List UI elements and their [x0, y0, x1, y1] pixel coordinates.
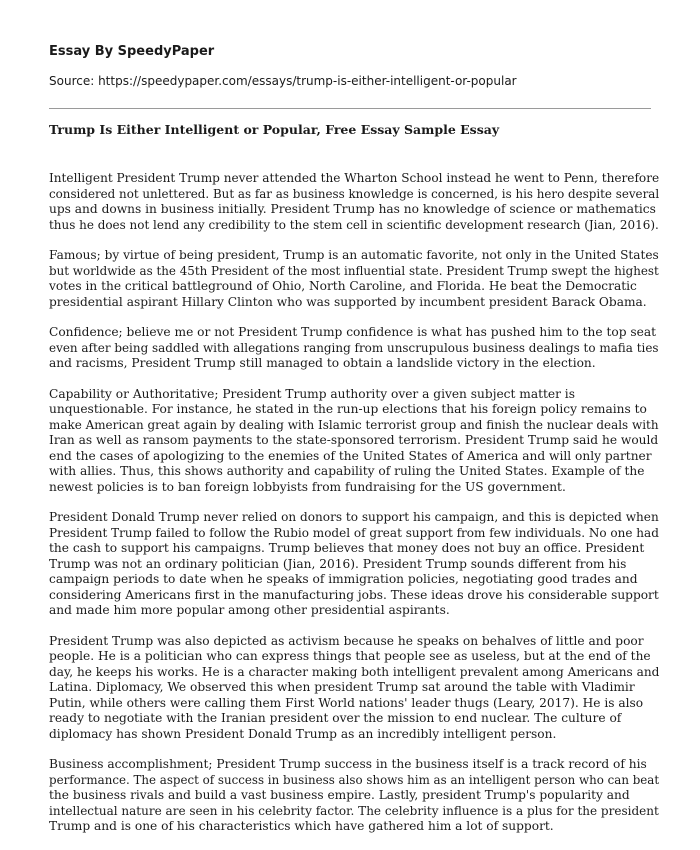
- text-line: Trump and is one of his characteristics which have gathered him a lot of support.: [49, 819, 554, 833]
- text-line: newest policies is to ban foreign lobbyists from fundraising for the US government.: [49, 479, 566, 494]
- text-line: the cash to support his campaigns. Trump believes that money does not buy an office. President: [49, 541, 645, 555]
- text-line: performance. The aspect of success in business also shows him as an intelligent person who can beat: [49, 772, 660, 787]
- paragraph-1: [49, 171, 659, 233]
- text-line: Iran as well as ransom payments to the state-sponsored terrorism. President Trump said he would: [49, 433, 659, 447]
- text-line: presidential aspirant Hillary Clinton who was supported by incumbent president Barack Obama.: [49, 294, 647, 309]
- text-line: but worldwide as the 45th President of the most influential state. President Trump swept the highest: [49, 263, 659, 278]
- text-line: make American great again by dealing with Islamic terrorist group and finish the nuclear deals with: [49, 417, 659, 432]
- text-line: considering Americans first in the manufacturing jobs. These ideas drove his considerable support: [49, 587, 659, 602]
- paragraph-6: [49, 634, 659, 743]
- text-line: day, he keeps his works. He is a character making both intelligent prevalent among Americans and: [49, 664, 660, 679]
- text-line: Trump was not an ordinary politician (Jian, 2016). President Trump sounds different from his: [49, 556, 627, 571]
- text-line: President Trump failed to follow the Rubio model of great support from few individuals. No one had: [49, 525, 659, 540]
- text-line: President Trump was also depicted as activism because he speaks on behalves of little and poor: [49, 633, 644, 648]
- paragraph-4: [49, 387, 659, 496]
- site-title: Essay By SpeedyPaper: [49, 44, 215, 59]
- essay-title: Trump Is Either Intelligent or Popular, Free Essay Sample Essay: [49, 122, 500, 137]
- header-divider: [49, 108, 651, 109]
- text-line: Business accomplishment; President Trump success in the business itself is a track record of his: [49, 757, 647, 771]
- text-line: intellectual nature are seen in his celebrity factor. The celebrity influence is a plus for the president: [49, 803, 659, 818]
- text-line: even after being saddled with allegations ranging from unscrupulous business dealings to mafia ties: [49, 340, 659, 355]
- paragraph-5: [49, 510, 659, 619]
- paragraph-3: [49, 325, 659, 372]
- text-line: considered not unlettered. But as far as business knowledge is concerned, is his hero despite several: [49, 186, 660, 201]
- text-line: President Donald Trump never relied on donors to support his campaign, and this is depicted when: [49, 510, 659, 524]
- text-line: Putin, while others were calling them First World nations' leader thugs (Leary, 2017). He is also: [49, 695, 644, 710]
- text-line: diplomacy has shown President Donald Trump as an incredibly intelligent person.: [49, 726, 557, 741]
- text-line: Intelligent President Trump never attended the Wharton School instead he went to Penn, therefore: [49, 171, 660, 185]
- text-line: people. He is a politician who can express things that people see as useless, but at the end of the: [49, 649, 651, 663]
- paragraph-2: [49, 248, 659, 310]
- paragraph-7: [49, 757, 659, 835]
- text-line: and racisms, President Trump still managed to obtain a landslide victory in the election.: [49, 356, 596, 370]
- text-line: ups and downs in business initially. President Trump has no knowledge of science or mathematics: [49, 202, 656, 216]
- text-line: end the cases of apologizing to the enemies of the United States of America and will only partner: [49, 448, 652, 463]
- text-line: the business rivals and build a vast business empire. Lastly, president Trump's popularity and: [49, 788, 630, 802]
- text-line: unquestionable. For instance, he stated in the run-up elections that his foreign policy remains to: [49, 402, 647, 416]
- text-line: campaign periods to date when he speaks of immigration policies, negotiating good trades and: [49, 572, 638, 586]
- text-line: Famous; by virtue of being president, Trump is an automatic favorite, not only in the United States: [49, 248, 659, 262]
- essay-body: [49, 171, 659, 850]
- text-line: ready to negotiate with the Iranian president over the mission to end nuclear. The culture of: [49, 711, 622, 725]
- text-line: Confidence; believe me or not President Trump confidence is what has pushed him to the top seat: [49, 325, 657, 339]
- text-line: and made him more popular among other presidential aspirants.: [49, 603, 450, 617]
- text-line: votes in the critical battleground of Ohio, North Caroline, and Florida. He beat the Democratic: [49, 279, 637, 293]
- text-line: with allies. Thus, this shows authority and capability of ruling the United States. Example of the: [49, 464, 645, 478]
- text-line: Capability or Authoritative; President Trump authority over a given subject matter is: [49, 386, 575, 401]
- text-line: Latina. Diplomacy, We observed this when president Trump sat around the table with Vladimir: [49, 680, 635, 694]
- source-line: Source: https://speedypaper.com/essays/trump-is-either-intelligent-or-popular: [49, 74, 517, 88]
- text-line: thus he does not lend any credibility to the stem cell in scientific development research (Jian, 2016).: [49, 217, 659, 232]
